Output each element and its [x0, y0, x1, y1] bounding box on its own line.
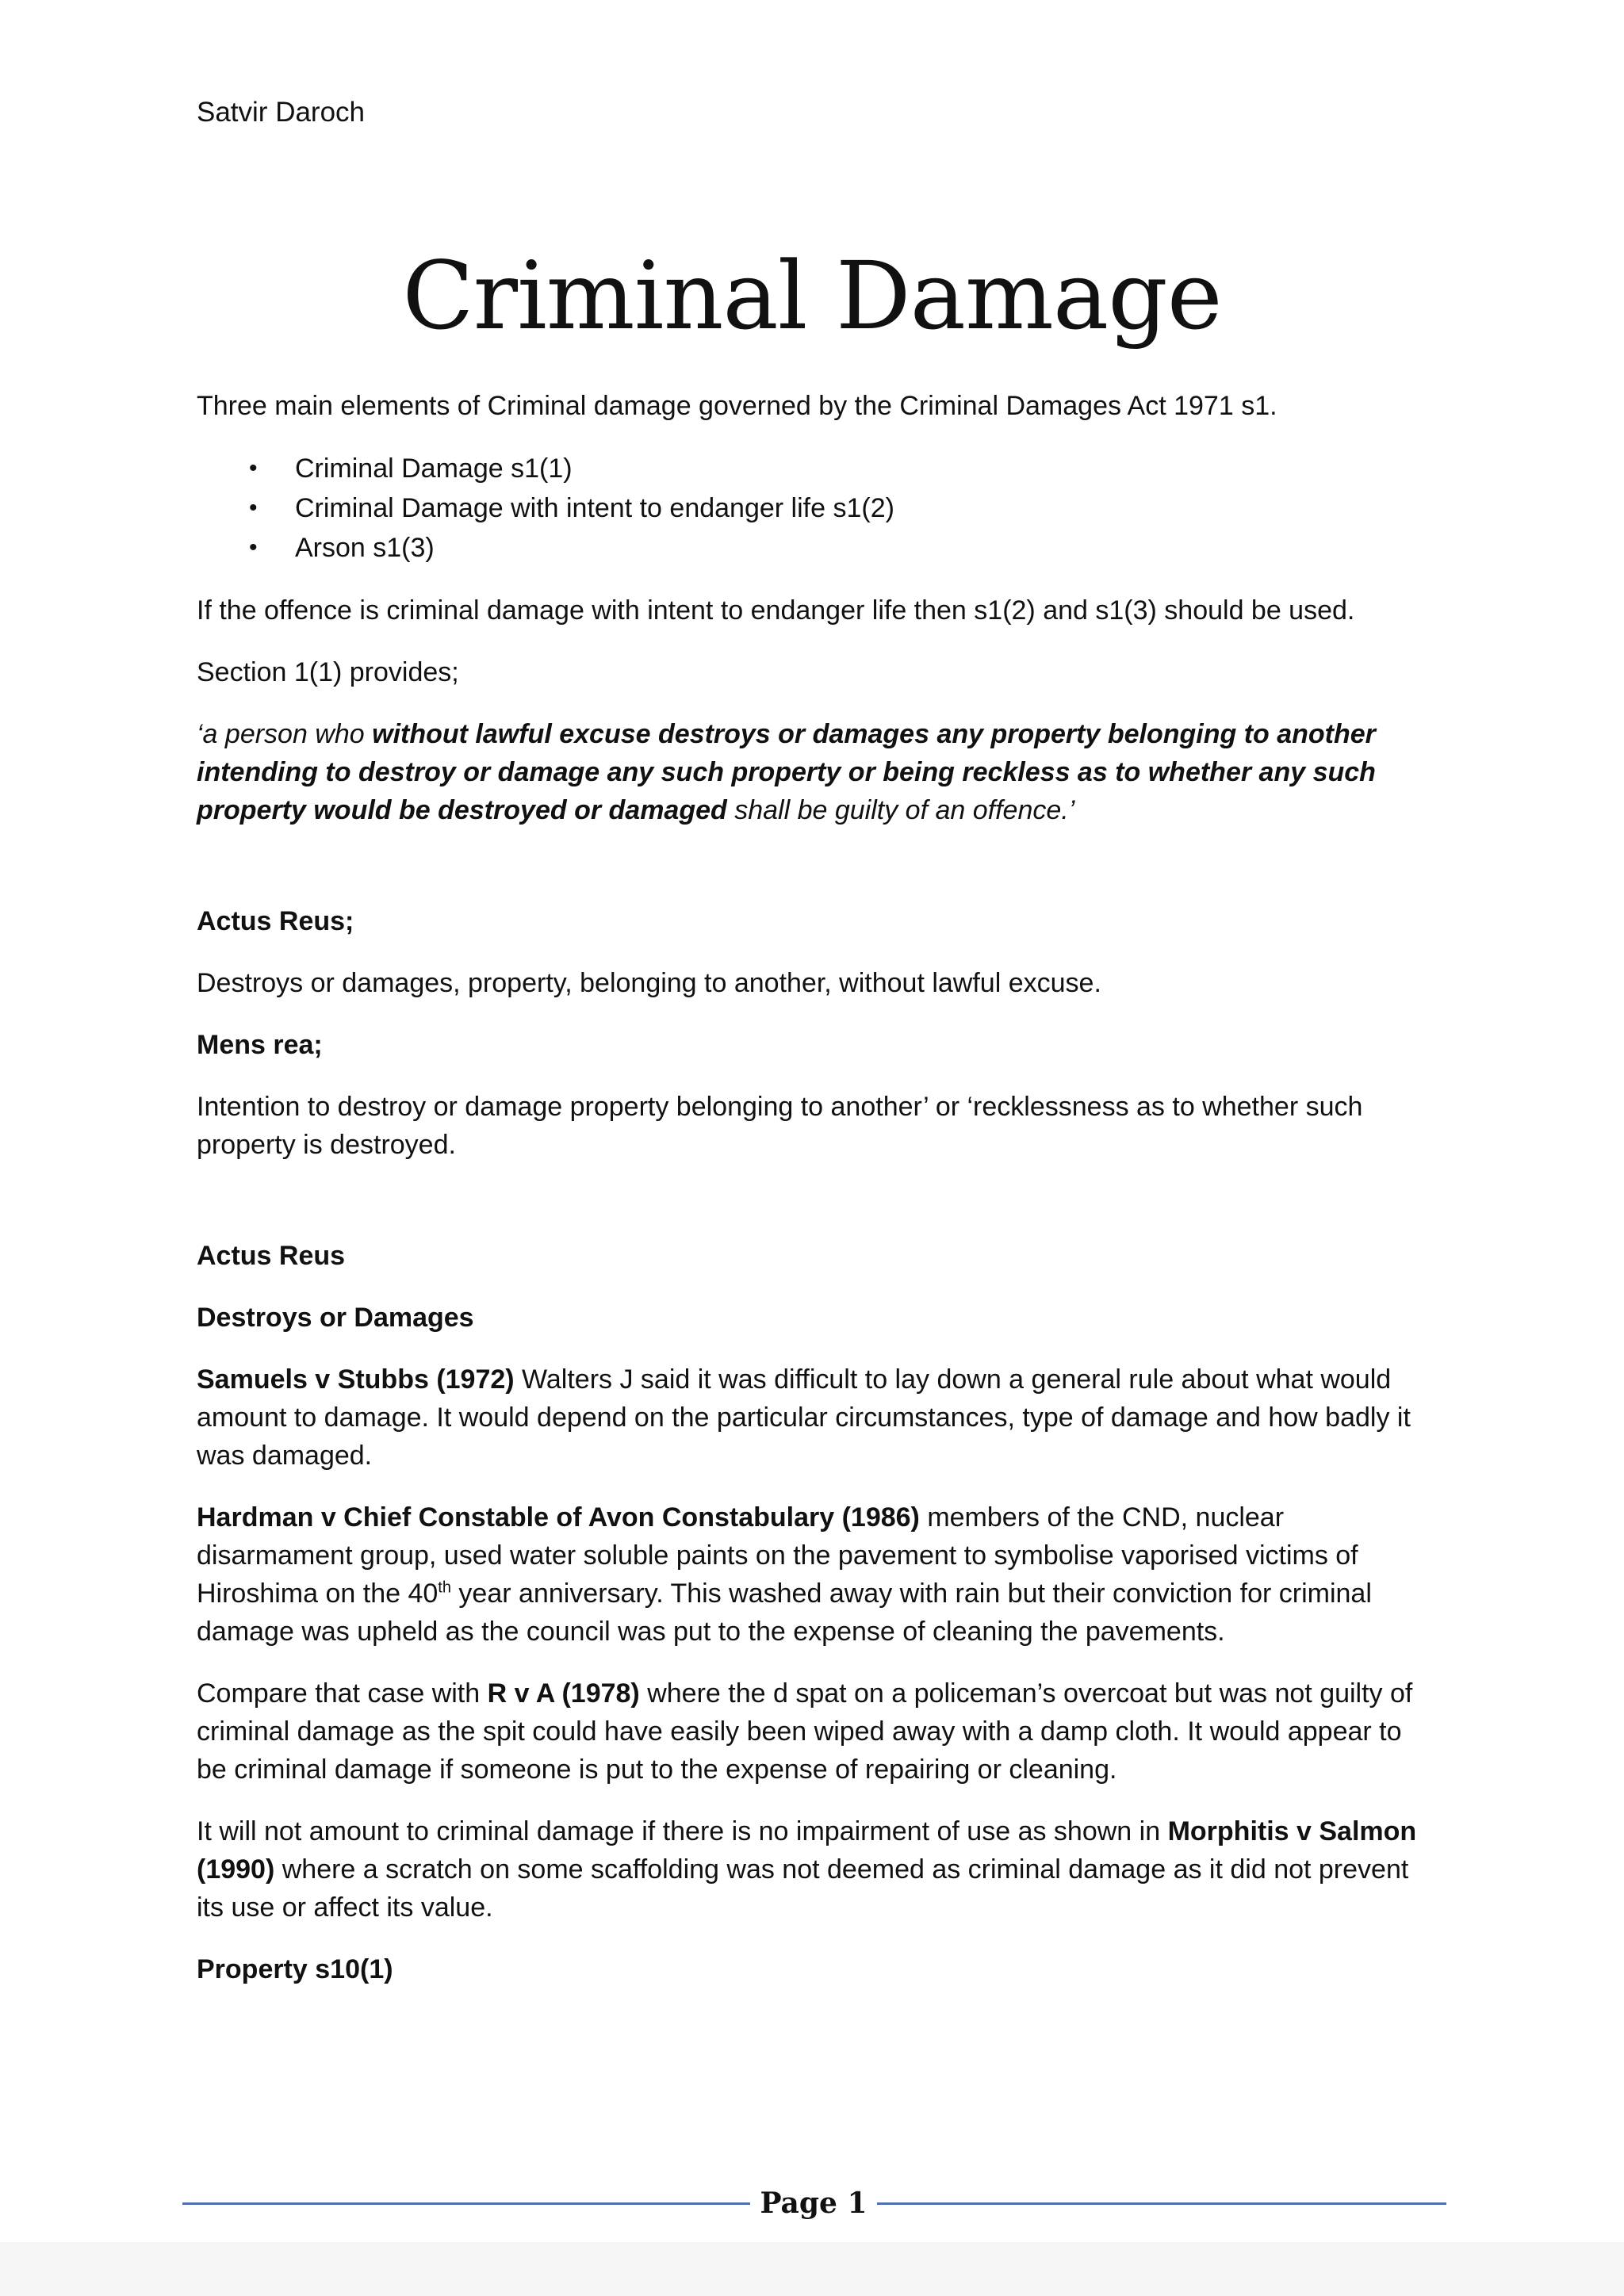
document-body — [197, 387, 1434, 2012]
actus-reus-text: Destroys or damages, property, belonging to another, without lawful excuse. — [197, 968, 1101, 998]
list-item-text: Criminal Damage with intent to endanger life s1(2) — [295, 493, 894, 523]
page-footer — [182, 2182, 1446, 2225]
page-bottom-shade — [0, 2242, 1624, 2296]
quote-tail: shall be guilty of an offence.’ — [726, 795, 1075, 825]
case-morphitis: It will not amount to criminal damage if there is no impairment of use as shown in Morphitis v Salmon (1990) where a scratch on some scaffolding was not deemed as criminal damage as it did not prevent its use or affect its value. — [197, 1816, 1417, 1923]
quote-lead: ‘a person who — [197, 719, 373, 749]
offence-paragraph: If the offence is criminal damage with intent to endanger life then s1(2) and s1(3) should be used. — [197, 595, 1355, 626]
intro-paragraph: Three main elements of Criminal damage governed by the Criminal Damages Act 1971 s1. — [197, 391, 1277, 421]
footer-rule-right — [877, 2202, 1446, 2205]
section2-heading: Actus Reus — [197, 1241, 346, 1271]
list-item — [197, 488, 1434, 528]
elements-list — [197, 449, 1434, 568]
footer-rule-left — [182, 2202, 750, 2205]
case-samuels: Samuels v Stubbs (1972) Walters J said it was difficult to lay down a general rule about what would amount to damage. It would depend on the particular circumstances, type of damage and how badly it was damaged. — [197, 1364, 1411, 1471]
case-name: Samuels v Stubbs (1972) — [197, 1364, 515, 1395]
page-header-author: Satvir Daroch — [197, 97, 366, 128]
quote-bold: without lawful excuse destroys or damages any property belonging to another intending to destroy or damage any such property or being reckless as to whether any such property would be destroyed or damaged — [197, 719, 1376, 825]
case-name: Morphitis v Salmon (1990) — [197, 1816, 1417, 1885]
bullet-icon: • — [249, 495, 258, 521]
mens-rea-text: Intention to destroy or damage property belonging to another’ or ‘recklessness as to whether such property is destroyed. — [197, 1092, 1363, 1160]
case-name: R v A (1978) — [487, 1678, 640, 1709]
property-heading: Property s10(1) — [197, 1954, 393, 1984]
list-item-text: Arson s1(3) — [295, 533, 435, 563]
destroys-subheading: Destroys or Damages — [197, 1303, 474, 1333]
bullet-icon: • — [249, 455, 258, 481]
case-r-v-a: Compare that case with R v A (1978) where the d spat on a policeman’s overcoat but was not guilty of criminal damage as the spit could have easily been wiped away with a damp cloth. It would appear to be criminal damage if someone is put to the expense of repairing or cleaning. — [197, 1678, 1413, 1785]
actus-reus-heading: Actus Reus; — [197, 906, 354, 936]
bullet-icon: • — [249, 534, 258, 561]
section-paragraph: Section 1(1) provides; — [197, 657, 459, 687]
case-hardman: Hardman v Chief Constable of Avon Constabulary (1986) members of the CND, nuclear disarmament group, used water soluble paints on the pavement to symbolise vaporised victims of Hiroshima on the 40th year anniversary. This washed away with rain but their conviction for criminal damage was upheld as the council was put to the expense of cleaning the pavements. — [197, 1502, 1372, 1647]
list-item — [197, 528, 1434, 568]
mens-rea-heading: Mens rea; — [197, 1030, 323, 1060]
statute-quote — [197, 715, 1434, 829]
list-item — [197, 449, 1434, 488]
page-title: Criminal Damage — [402, 241, 1222, 350]
list-item-text: Criminal Damage s1(1) — [295, 453, 573, 484]
page-number: Page 1 — [760, 2187, 868, 2220]
spacer — [197, 853, 1434, 902]
case-name: Hardman v Chief Constable of Avon Constabulary (1986) — [197, 1502, 920, 1533]
spacer — [197, 1188, 1434, 1237]
